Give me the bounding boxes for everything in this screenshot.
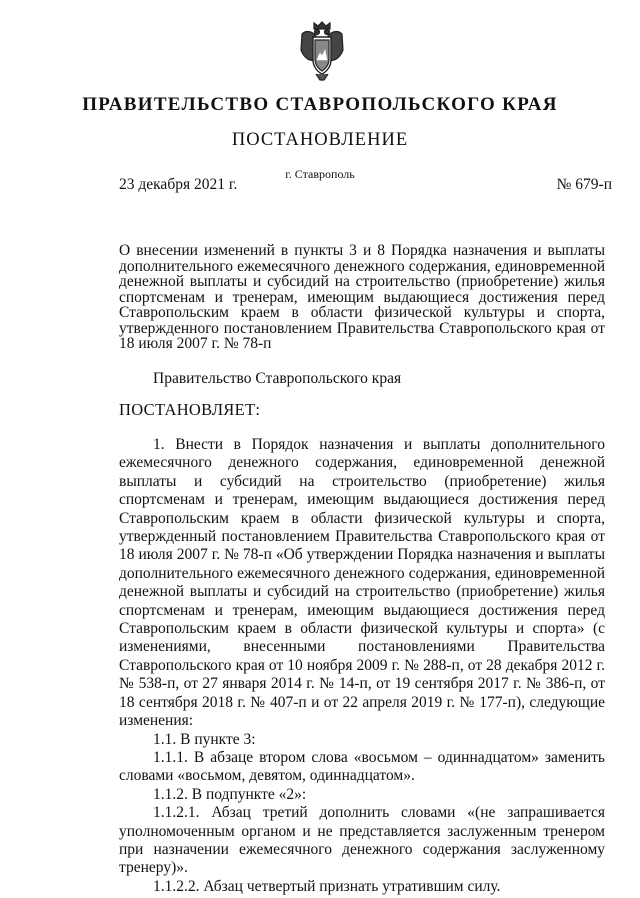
paragraph-1-1-2-2: 1.1.2.2. Абзац четвертый признать утратившим силу.: [153, 877, 501, 895]
coat-of-arms-icon: [298, 20, 346, 82]
paragraph-1-1: 1.1. В пункте 3:: [153, 730, 256, 748]
document-number: № 679-п: [556, 176, 612, 193]
document-date: 23 декабря 2021 г.: [119, 176, 238, 193]
paragraph-1-1-2-1: 1.1.2.1. Абзац третий дополнить словами «(не запрашивается уполномоченным органом и не представляется заслуженным тренером при назначении ежемесячного денежного содержания заслуженному тренеру)».: [119, 804, 605, 877]
document-body: [119, 436, 605, 896]
paragraph-1-1-1: 1.1.1. В абзаце втором слова «восьмом – одиннадцатом» заменить словами «восьмом, девятом, одиннадцатом».: [119, 748, 605, 785]
document-subject: О внесении изменений в пункты 3 и 8 Порядка назначения и выплаты дополнительного ежемесячного денежного содержания, единовременной денежной выплаты и субсидий на строительство (приобретение) жилья спортсменам и тренерам, имеющим выдающиеся достижения перед Ставропольским краем в области физической культуры и спорта, утвержденного постановлением Правительства Ставропольского края от 18 июля 2007 г. № 78-п: [119, 242, 605, 352]
document-city: г. Ставрополь: [285, 167, 355, 181]
paragraph-1-1-2: 1.1.2. В подпункте «2»:: [153, 785, 307, 803]
document-type: ПОСТАНОВЛЕНИЕ: [231, 130, 409, 150]
decree-word: ПОСТАНОВЛЯЕТ:: [119, 400, 261, 419]
paragraph-1: 1. Внести в Порядок назначения и выплаты дополнительного ежемесячного денежного содержания, единовременной денежной выплаты и субсидий на строительство (приобретение) жилья спортсменам и тренерам, имеющим выдающиеся достижения перед Ставропольским краем в области физической культуры и спорта, утвержденный постановлением Правительства Ставропольского края от 18 июля 2007 г. № 78-п «Об утверждении Порядка назначения и выплаты дополнительного ежемесячного денежного содержания, единовременной денежной выплаты и субсидий на строительство (приобретение) жилья спортсменам и тренерам, имеющим выдающиеся достижения перед Ставропольским краем в области физической культуры и спорта» (с изменениями, внесенными постановлениями Правительства Ставропольского края от 10 ноября 2009 г. № 288-п, от 28 декабря 2012 г. № 538-п, от 27 января 2014 г. № 14-п, от 19 сентября 2017 г. № 386-п, от 18 сентября 2018 г. № 407-п и от 22 апреля 2019 г. № 177-п), следующие изменения:: [119, 436, 605, 730]
preamble: Правительство Ставропольского края: [153, 370, 402, 387]
government-name: ПРАВИТЕЛЬСТВО СТАВРОПОЛЬСКОГО КРАЯ: [82, 94, 558, 115]
